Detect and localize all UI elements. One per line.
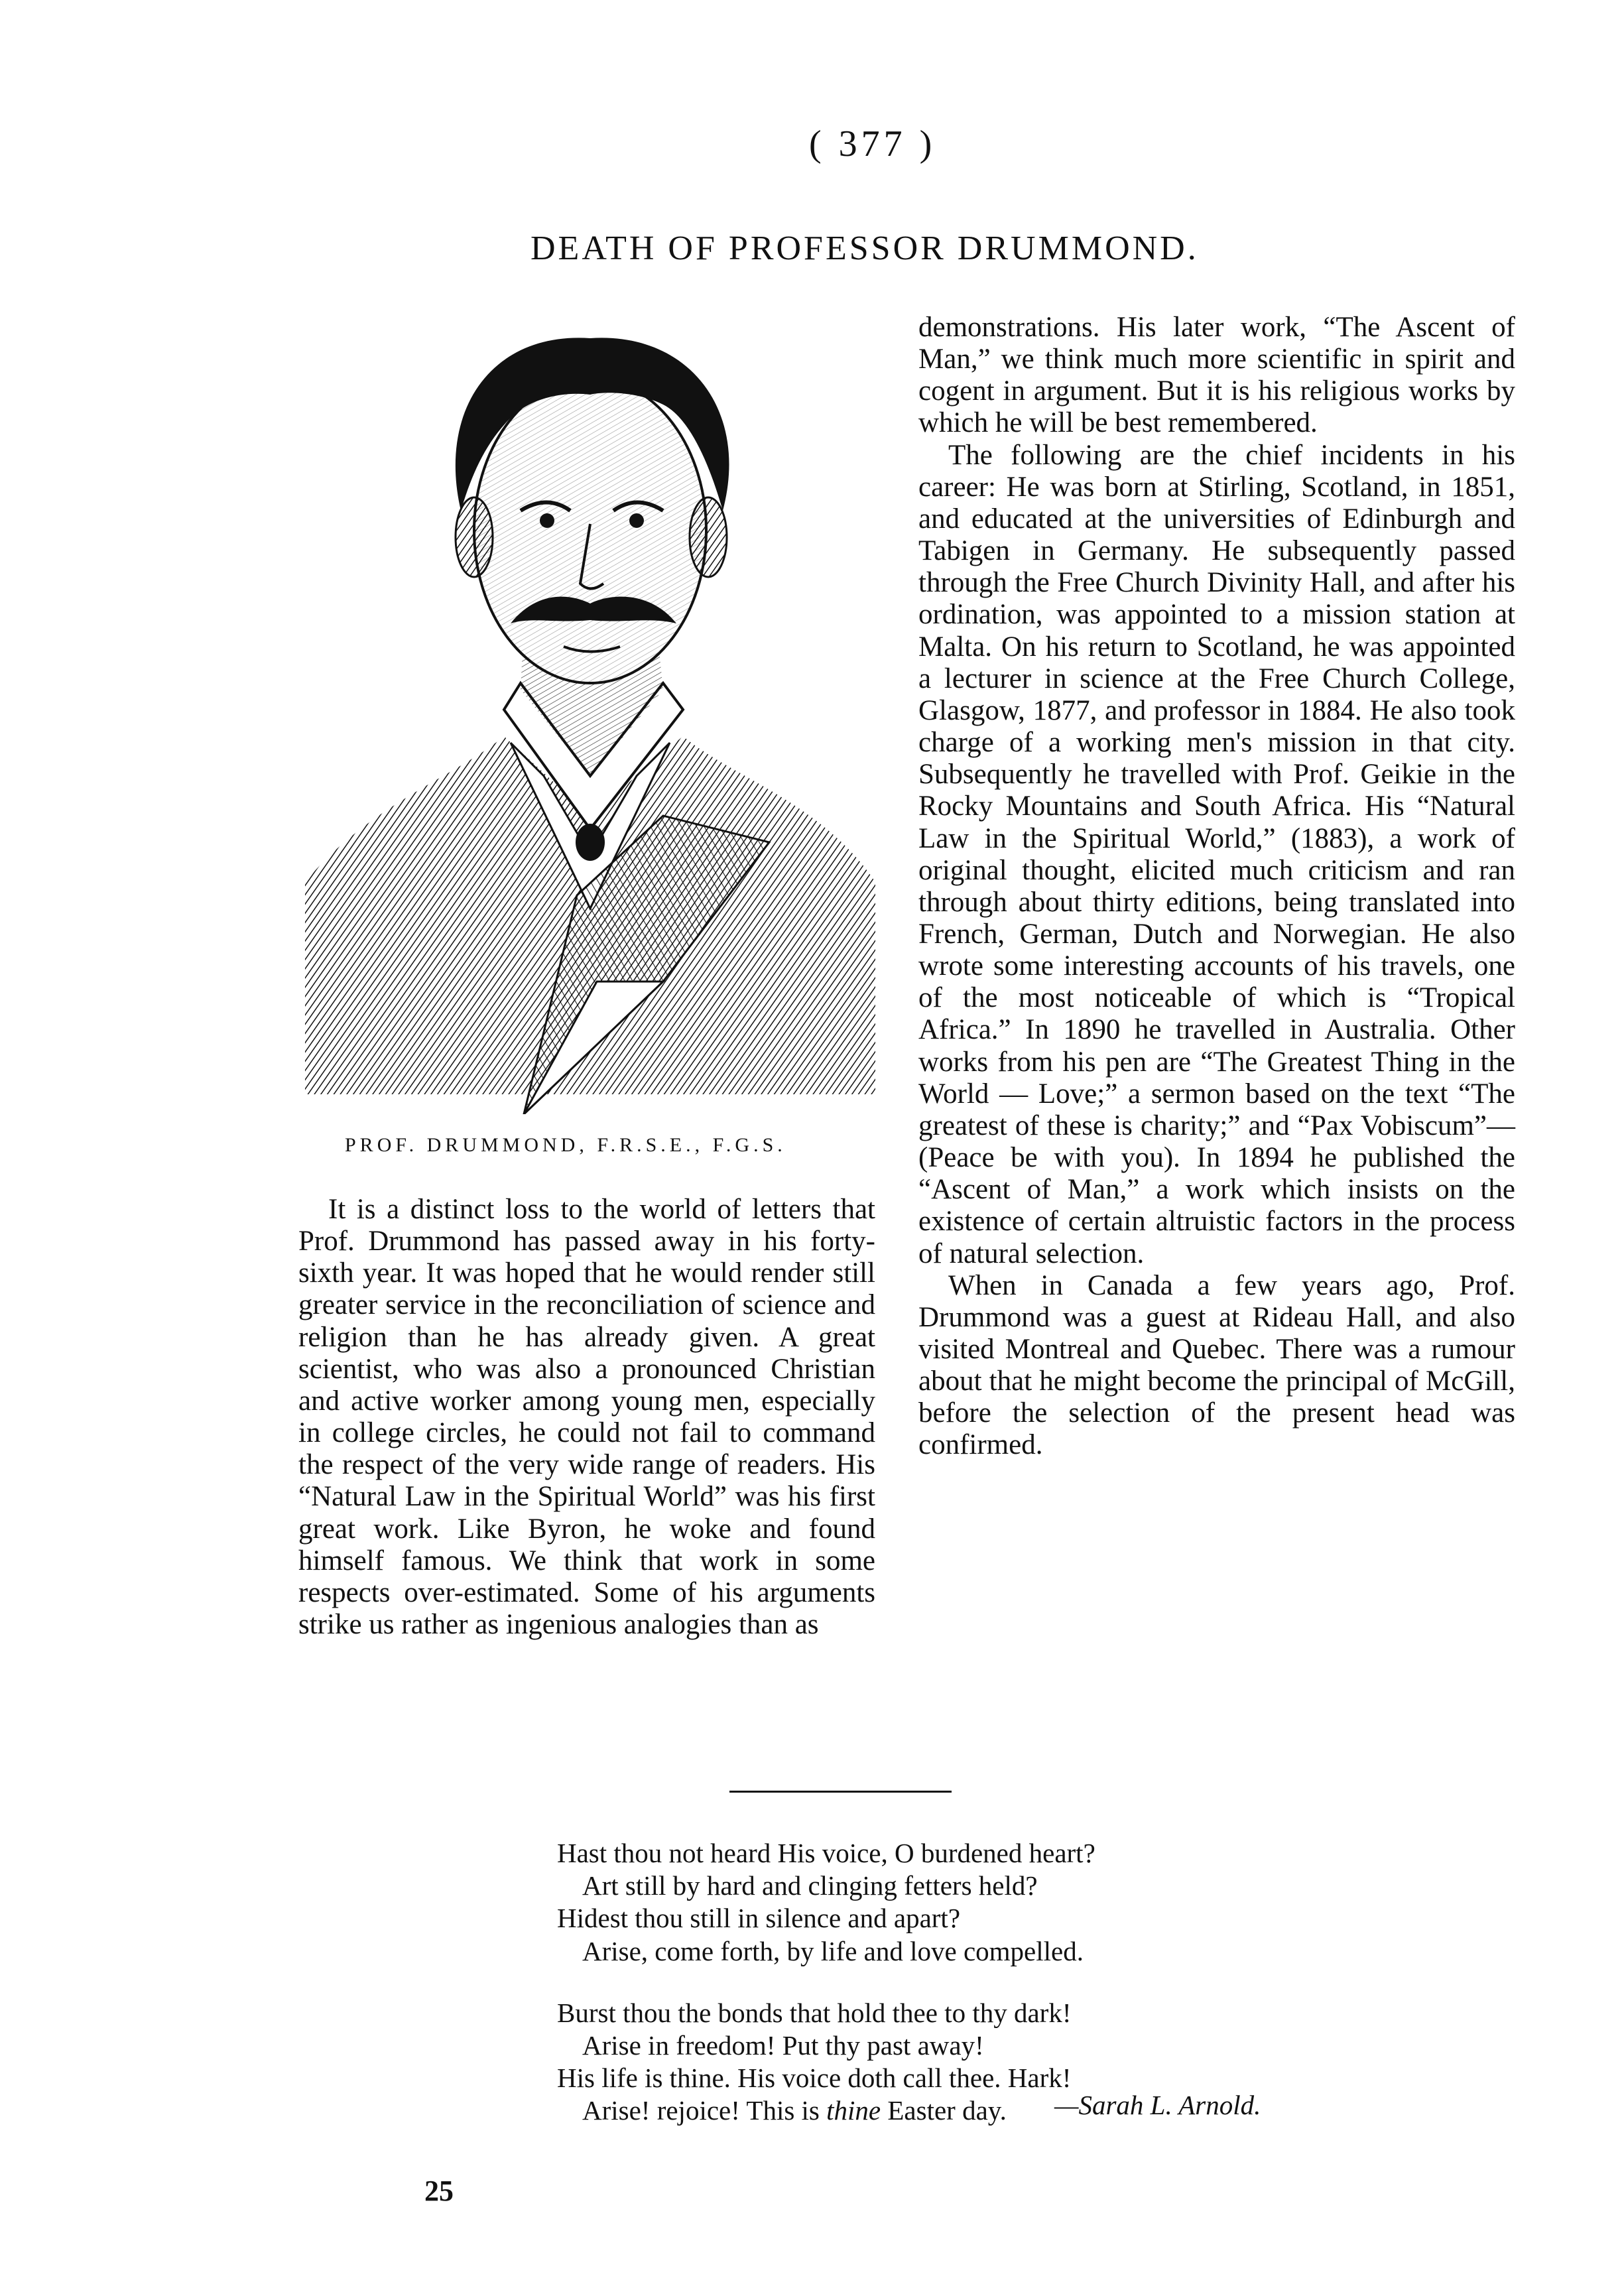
article-paragraph: demonstrations. His later work, “The Ascent of Man,” we think much more scientific in spirit and cogent in argument. But it is his religious works by which he will be best remembered. — [918, 312, 1515, 439]
poem-line-emphasis: thine — [826, 2095, 881, 2126]
poem-line-part: Easter day. — [881, 2095, 1007, 2126]
signature-folio: 25 — [424, 2175, 454, 2207]
page-number: ( 377 ) — [809, 123, 936, 164]
article-paragraph: When in Canada a few years ago, Prof. Drummond was a guest at Rideau Hall, and also visited Montreal and Quebec. There was a rumour about that he might become the principal of McGill, before the selection of the present head was confirmed. — [918, 1269, 1515, 1461]
poem-stanza-2 — [557, 1997, 1095, 2128]
poem — [557, 1837, 1095, 2157]
poem-line: Arise, come forth, by life and love compelled. — [582, 1935, 1084, 1966]
poem-line-part: Arise! rejoice! This is — [582, 2095, 827, 2126]
poem-line: Arise in freedom! Put thy past away! — [582, 2029, 984, 2061]
poem-line: Art still by hard and clinging fetters held? — [582, 1870, 1038, 1901]
article-title: DEATH OF PROFESSOR DRUMMOND. — [530, 229, 1199, 267]
poem-author: —Sarah L. Arnold. — [1054, 2090, 1261, 2120]
poem-line: Hast thou not heard His voice, O burdened heart? — [557, 1838, 1095, 1868]
article-paragraph: The following are the chief incidents in his career: He was born at Stirling, Scotland, in 1851, and educated at the universities of Edinburgh and Tabigen in Germany. He subsequently passed through the Free Church Divinity Hall, and after his ordination, was appointed to a mission station at Malta. On his return to Scotland, he was appointed a lecturer in science at the Free Church College, Glasgow, 1877, and professor in 1884. He also took charge of a working men's mission in that city. Subsequently he travelled with Prof. Geikie in the Rocky Mountains and South Africa. His “Natural Law in the Spiritual World,” (1883), a work of original thought, elicited much criticism and ran through about thirty editions, being translated into French, German, Dutch and Norwegian. He also wrote some interesting accounts of his travels, one of the most noticeable of which is “Tropical Africa.” In 1890 he travelled in Australia. Other works from his pen are “The Greatest Thing in the World — Love;” a sermon based on the text “The greatest of these is charity;” and “Pax Vobiscum”—(Peace be with you). In 1894 he published the “Ascent of Man,” a work which insists on the existence of certain altruistic factors in the process of natural selection. — [918, 439, 1515, 1269]
poem-stanza-1 — [557, 1837, 1095, 1968]
poem-line: Burst thou the bonds that hold thee to thy dark! — [557, 1997, 1072, 2028]
poem-line: His life is thine. His voice doth call thee. Hark! — [557, 2063, 1072, 2094]
section-divider — [729, 1791, 952, 1793]
portrait-caption: PROF. DRUMMOND, F.R.S.E., F.G.S. — [345, 1134, 786, 1156]
poem-line: Hidest thou still in silence and apart? — [557, 1903, 961, 1934]
article-column-right — [918, 312, 1515, 1462]
article-paragraph: It is a distinct loss to the world of letters that Prof. Drummond has passed away in his forty-sixth year. It was hoped that he would render still greater service in the reconciliation of science and religion than he has already given. A great scientist, who was also a pronounced Christian and active worker among young men, especially in college circles, he could not fail to command the respect of the very wide range of readers. His “Natural Law in the Spiritual World” was his first great work. Like Byron, he woke and found himself famous. We think that work in some respects over-estimated. Some of his arguments strike us rather as ingenious analogies than as — [298, 1194, 875, 1641]
article-column-left — [298, 1194, 875, 1641]
portrait-engraving — [292, 312, 889, 1114]
poem-line — [557, 2094, 1095, 2127]
